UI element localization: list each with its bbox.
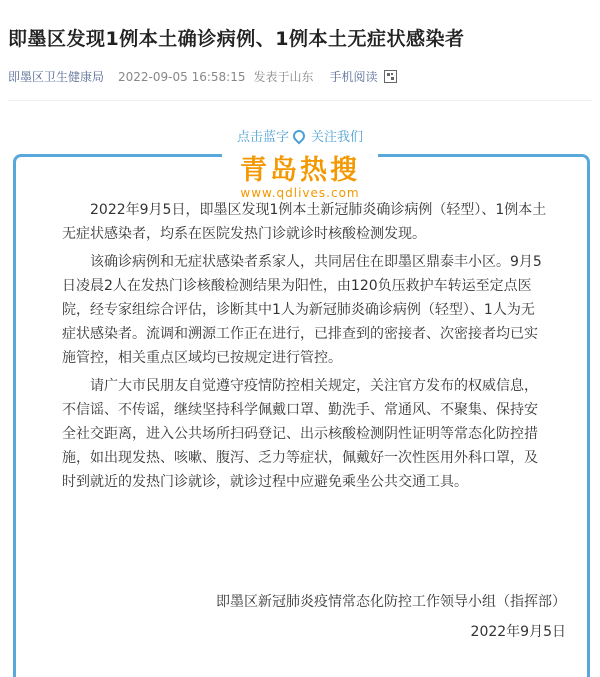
mobile-read-link[interactable]: 手机阅读 [329, 70, 378, 84]
paragraph: 2022年9月5日，即墨区发现1例本土新冠肺炎确诊病例（轻型）、1例本土无症状感染者，均系在医院发热门诊就诊时核酸检测发现。 [62, 202, 547, 242]
article-title: 即墨区发现1例本土确诊病例、1例本土无症状感染者 [8, 28, 465, 50]
logo-text: 青岛热搜 [240, 155, 360, 186]
publish-time: 2022-09-05 16:58:15 [118, 69, 246, 84]
brand-logo [0, 156, 600, 200]
publish-location: 发表于山东 [253, 70, 314, 84]
logo-url: www.qdlives.com [240, 186, 360, 200]
location-pin-icon [291, 128, 308, 145]
article-body [62, 198, 548, 498]
paragraph: 请广大市民朋友自觉遵守疫情防控相关规定，关注官方发布的权威信息，不信谣、不传谣，继续坚持科学佩戴口罩、勤洗手、常通风、不聚集、保持安全社交距离，进入公共场所扫码登记、出示核酸检测阴性证明等常态化防控措施，如出现发热、咳嗽、腹泻、乏力等症状，佩戴好一次性医用外科口罩，及时到就近的发热门诊就诊，就诊过程中应避免乘坐公共交通工具。 [62, 378, 538, 490]
source-link[interactable]: 即墨区卫生健康局 [8, 70, 105, 84]
qr-code-icon[interactable] [384, 70, 397, 83]
follow-action[interactable]: 关注我们 [311, 130, 364, 145]
signature-org: 即墨区新冠肺炎疫情常态化防控工作领导小组（指挥部） [216, 594, 566, 610]
article-meta [8, 68, 397, 85]
signature-block [216, 590, 566, 644]
follow-prompt: 点击蓝字 [236, 130, 289, 145]
signature-date: 2022年9月5日 [470, 624, 566, 640]
divider [8, 100, 592, 101]
follow-banner[interactable] [0, 126, 600, 145]
paragraph: 该确诊病例和无症状感染者系家人，共同居住在即墨区鼎泰丰小区。9月5日凌晨2人在发热门诊核酸检测结果为阳性，由120负压救护车转运至定点医院，经专家组综合评估，诊断其中1人为新冠肺炎确诊病例（轻型）、1人为无症状感染者。流调和溯源工作正在进行，已排查到的密接者、次密接者均已实施管控，相关重点区域均已按规定进行管控。 [62, 254, 542, 366]
